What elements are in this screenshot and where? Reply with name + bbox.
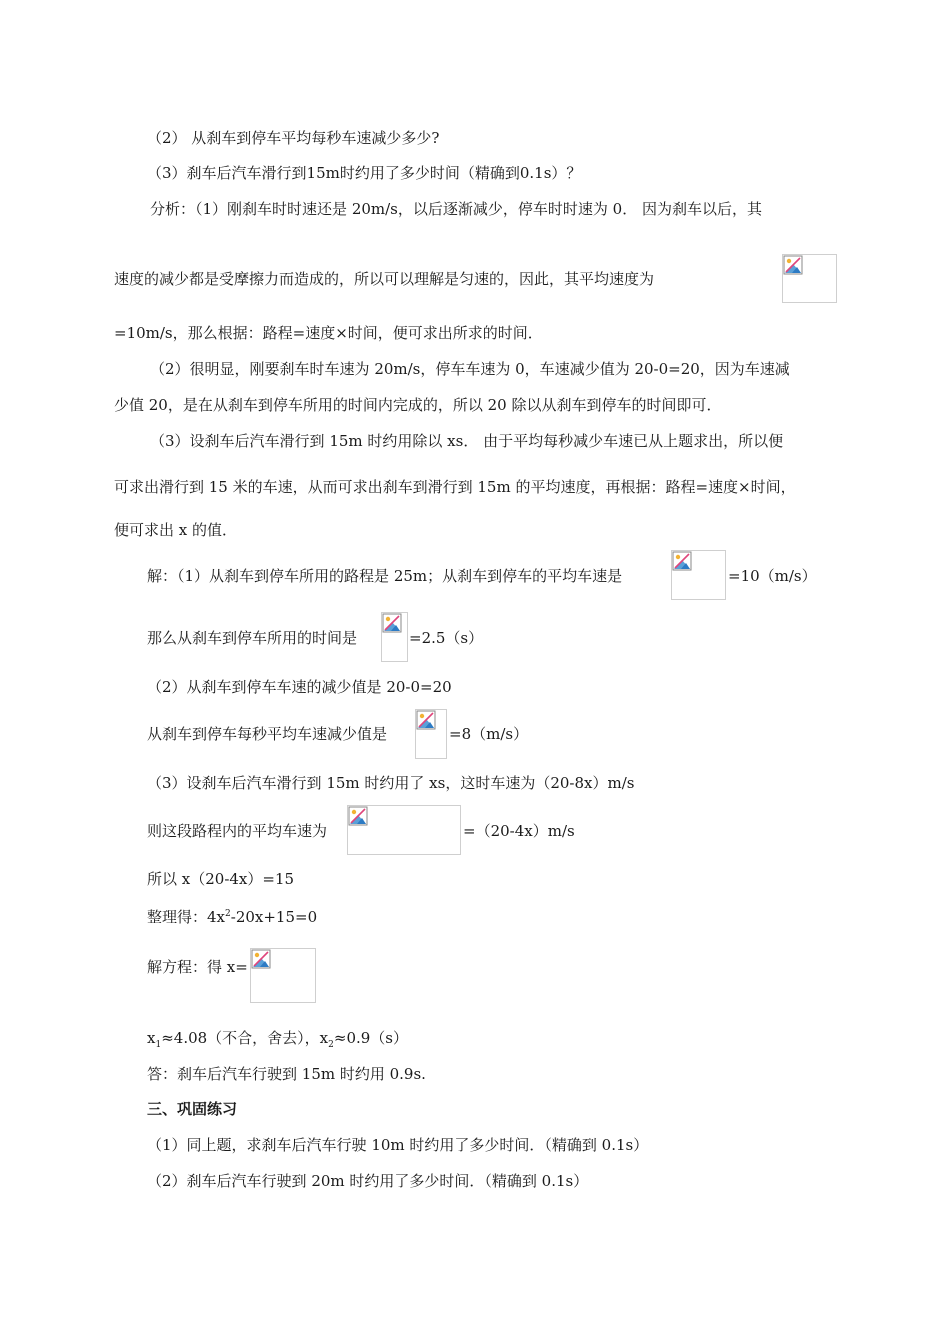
equation-part: 整理得：4x [147,908,226,926]
analysis-text: 速度的减少都是受摩擦力而造成的，所以可以理解是匀速的，因此，其平均速度为 [114,270,655,288]
solution-line-2: 那么从刹车到停车所用的时间是 [147,629,358,647]
solution-line-3: （2）从刹车到停车车速的减少值是 20-0=20 [147,678,452,696]
solution-roots [147,1028,408,1055]
formula-image [671,550,726,600]
broken-image-icon [251,949,271,969]
analysis-line-3: =10m/s，那么根据：路程=速度×时间，便可求出所求的时间． [114,324,543,342]
solution-line-6: 则这段路程内的平均车速为 [147,822,328,840]
analysis-line-5: 少值 20，是在从刹车到停车所用的时间内完成的，所以 20 除以从刹车到停车的时间即可． [114,396,722,414]
formula-image [347,805,461,855]
solution-line-4: 从刹车到停车每秒平均车速减少值是 [147,725,388,743]
solution-value-3: =8（m/s） [449,725,529,743]
exercise-1: （1）同上题，求刹车后汽车行驶 10m 时约用了多少时间．（精确到 0.1s） [147,1136,649,1154]
broken-image-icon [783,255,803,275]
section-title: 三、巩固练习 [147,1100,238,1118]
analysis-line-7: 可求出滑行到 15 米的车速，从而可求出刹车到滑行到 15m 的平均速度，再根据：路程=速度×时间， [114,478,796,496]
broken-image-icon [672,551,692,571]
solution-value-4: =（20-4x）m/s [463,822,575,840]
broken-image-icon [382,613,402,633]
solution-line-1: 解：（1）从刹车到停车所用的路程是 25m；从刹车到停车的平均车速是 [147,567,623,585]
analysis-line-6: （3）设刹车后汽车滑行到 15m 时约用除以 xs． 由于平均每秒减少车速已从上题求出，所以便 [150,432,784,450]
solution-line-9: 解方程：得 x= [147,958,248,976]
solution-line-8 [147,904,317,927]
equation-part: -20x+15=0 [230,908,318,926]
question-2: （2） 从刹车到停车平均每秒车速减少多少? [147,129,440,147]
analysis-line-8: 便可求出 x 的值． [114,521,237,539]
exponent: 2 [225,909,231,919]
analysis-line-1: 分析：（1）刚刹车时时速还是 20m/s，以后逐渐减少，停车时时速为 0． 因为刹车以后，其 [150,200,762,218]
answer-line: 答：刹车后汽车行驶到 15m 时约用 0.9s. [147,1065,426,1083]
subscript: 1 [155,1040,162,1050]
formula-image [250,948,316,1003]
formula-image [415,709,447,759]
solution-line-7: 所以 x（20-4x）=15 [147,870,295,888]
analysis-line-4: （2）很明显，刚要刹车时车速为 20m/s，停车车速为 0，车速减少值为 20-0=20，因为车速减 [150,360,790,378]
broken-image-icon [348,806,368,826]
solution-value-2: =2.5（s） [409,629,484,647]
solution-value-1: =10（m/s） [728,567,817,585]
root-text: ≈4.08（不合，舍去），x [161,1029,329,1047]
root-var: x [147,1029,156,1047]
broken-image-icon [416,710,436,730]
subscript: 2 [328,1040,334,1050]
formula-image [782,254,837,303]
exercise-2: （2）刹车后汽车行驶到 20m 时约用了多少时间．（精确到 0.1s） [147,1172,589,1190]
solution-line-5: （3）设刹车后汽车滑行到 15m 时约用了 xs，这时车速为（20-8x）m/s [147,774,635,792]
analysis-line-2 [114,269,654,289]
formula-image [381,612,408,662]
question-3: （3）刹车后汽车滑行到15m时约用了多少时间（精确到0.1s）？ [147,164,582,182]
root-text: ≈0.9（s） [333,1029,408,1047]
